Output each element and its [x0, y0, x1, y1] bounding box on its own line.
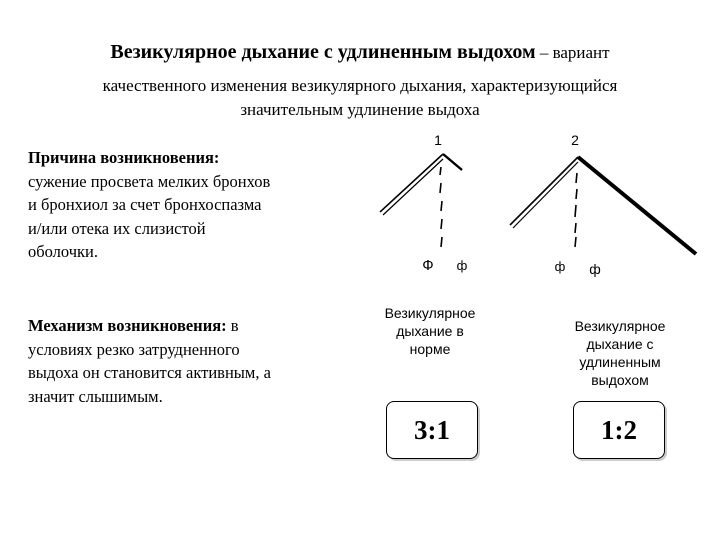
title-rest: – вариант [535, 43, 610, 62]
diagram-1-phase-right: ф [456, 258, 468, 273]
expiration-line [443, 154, 462, 170]
mechanism-line-4: значит слышимым. [28, 386, 163, 406]
inspiration-line-outer [380, 154, 443, 212]
breathing-diagram-normal [370, 125, 490, 285]
cause-paragraph [28, 146, 338, 264]
diagram-1-caption [365, 304, 495, 358]
breathing-diagram-prolonged [500, 125, 710, 285]
inspiration-line-inner [383, 159, 443, 215]
mechanism-label: Механизм возникновения: [28, 316, 227, 335]
diagram-2-phase-left: ф [554, 259, 566, 274]
subtitle-line-2: значительным удлинение выдоха [240, 100, 480, 119]
diagram-2-caption-line-3: удлиненным [579, 354, 661, 370]
diagram-2-phase-right: ф [589, 261, 601, 277]
diagram-1-phase-left: Ф [422, 257, 434, 274]
ratio-normal-value: 3:1 [414, 414, 450, 445]
cause-line-2: и бронхиол за счет бронхоспазма [28, 195, 262, 214]
slide-subtitle [20, 74, 700, 122]
diagram-1-caption-line-2: дыхание в [396, 323, 464, 339]
phase-divider [440, 167, 442, 247]
mechanism-line-1-rest: в [226, 316, 239, 335]
slide-title [20, 40, 700, 65]
mechanism-line-3: выдоха он становится активным, а [28, 363, 271, 382]
diagram-2-caption-line-4: выдохом [591, 372, 649, 388]
inspiration-line-outer [510, 157, 578, 225]
mechanism-line-2: условиях резко затрудненного [28, 339, 240, 359]
ratio-prolonged-value: 1:2 [601, 414, 637, 445]
inspiration-line-inner [513, 162, 578, 228]
cause-line-4: оболочки. [28, 242, 99, 261]
diagram-2-caption-line-2: дыхание с [586, 336, 654, 352]
diagram-2-caption-line-1: Везикулярное [574, 318, 666, 334]
diagram-1-caption-line-1: Везикулярное [384, 305, 476, 321]
cause-line-3: и/или отека их слизистой [28, 218, 206, 238]
diagram-1-caption-line-3: норме [409, 341, 451, 357]
diagram-1-number: 1 [434, 132, 442, 148]
title-bold: Везикулярное дыхание с удлиненным выдохом [110, 41, 536, 63]
expiration-line [578, 157, 696, 254]
subtitle-line-1: качественного изменения везикулярного дыхания, характеризующийся [102, 76, 618, 95]
phase-divider [575, 173, 577, 247]
cause-line-1: сужение просвета мелких бронхов [28, 171, 271, 191]
ratio-box-prolonged [573, 401, 665, 459]
ratio-box-normal [386, 401, 478, 459]
diagram-2-caption [555, 317, 685, 389]
mechanism-paragraph [28, 314, 338, 408]
cause-label: Причина возникновения: [28, 148, 220, 167]
diagram-2-number: 2 [571, 132, 579, 148]
